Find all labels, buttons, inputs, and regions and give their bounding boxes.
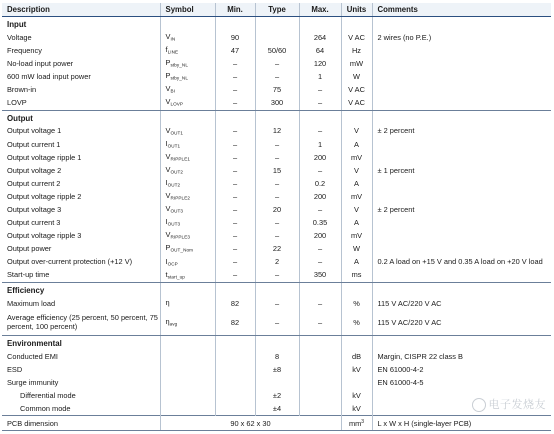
type-cell: 12 xyxy=(255,125,299,138)
units-cell: V AC xyxy=(341,83,372,96)
description-cell: Output over-current protection (+12 V) xyxy=(7,257,133,267)
symbol-subscript: OUT2 xyxy=(170,169,184,175)
min-cell: – xyxy=(215,125,255,138)
type-cell: ±4 xyxy=(255,402,299,416)
symbol-subscript: LINE xyxy=(167,49,179,55)
type-cell: – xyxy=(255,229,299,242)
table-row-oc2 xyxy=(2,177,551,190)
description-cell: No-load input power xyxy=(7,59,74,69)
description-cell: 600 mW load input power xyxy=(7,72,91,82)
units-cell: % xyxy=(341,297,372,310)
symbol-base: P xyxy=(165,58,171,68)
description-cell: Maximum load xyxy=(7,298,56,308)
units-cell: mV xyxy=(341,229,372,242)
max-cell: – xyxy=(299,310,341,336)
empty-cell xyxy=(215,335,255,350)
units-cell: mW xyxy=(341,57,372,70)
table-row-ocp xyxy=(2,256,551,269)
min-cell: 82 xyxy=(215,310,255,336)
units-cell xyxy=(341,376,372,389)
symbol-base: V xyxy=(165,191,171,201)
section-row-environmental xyxy=(2,335,551,350)
table-row-ov2 xyxy=(2,164,551,177)
table-row-ov3 xyxy=(2,203,551,216)
type-cell: – xyxy=(255,57,299,70)
description-cell: Output current 1 xyxy=(7,139,61,149)
empty-cell xyxy=(255,110,299,125)
table-row-opower xyxy=(2,242,551,255)
empty-cell xyxy=(160,17,215,32)
description-cell: Output voltage ripple 3 xyxy=(7,231,82,241)
table-row-frequency xyxy=(2,44,551,57)
table-row-commonmode xyxy=(2,402,551,416)
symbol-base: I xyxy=(165,177,168,187)
header-units: Units xyxy=(341,3,372,17)
symbol-cell xyxy=(160,96,215,110)
units-cell: ms xyxy=(341,269,372,283)
min-cell: – xyxy=(215,96,255,110)
table-row-voltage xyxy=(2,31,551,44)
min-cell: 47 xyxy=(215,44,255,57)
description-cell: Output voltage 1 xyxy=(7,126,62,136)
empty-cell xyxy=(372,17,551,32)
symbol-subscript: OUT1 xyxy=(167,143,181,149)
units-cell: V AC xyxy=(341,31,372,44)
symbol-subscript: RIPPLE3 xyxy=(170,234,191,240)
table-row-surge xyxy=(2,376,551,389)
symbol-subscript: RIPPLE1 xyxy=(170,156,191,162)
comments-cell xyxy=(372,96,551,110)
min-cell: – xyxy=(215,190,255,203)
symbol-cell xyxy=(160,229,215,242)
type-cell: 22 xyxy=(255,242,299,255)
type-cell: 15 xyxy=(255,164,299,177)
units-cell: A xyxy=(341,138,372,151)
comments-cell xyxy=(372,57,551,70)
max-cell: 200 xyxy=(299,229,341,242)
empty-cell xyxy=(341,282,372,297)
max-cell xyxy=(299,402,341,416)
symbol-cell xyxy=(160,83,215,96)
section-title: Input xyxy=(7,20,27,30)
specification-table xyxy=(2,3,551,431)
section-row-output xyxy=(2,110,551,125)
comments-cell: L x W x H (single-layer PCB) xyxy=(372,416,551,431)
type-cell: 50/60 xyxy=(255,44,299,57)
symbol-cell xyxy=(160,389,215,402)
min-cell: – xyxy=(215,242,255,255)
min-cell xyxy=(215,363,255,376)
description-cell: ESD xyxy=(7,364,23,374)
table-row-ov1 xyxy=(2,125,551,138)
comments-cell xyxy=(372,177,551,190)
description-cell: Output voltage 2 xyxy=(7,165,62,175)
units-cell: mV xyxy=(341,151,372,164)
symbol-cell xyxy=(160,310,215,336)
max-cell: 0.2 xyxy=(299,177,341,190)
empty-cell xyxy=(299,17,341,32)
units-cell: W xyxy=(341,242,372,255)
description-cell: Output power xyxy=(7,244,52,254)
description-cell: Common mode xyxy=(20,404,71,413)
symbol-subscript: OCP xyxy=(167,261,178,266)
empty-cell xyxy=(341,17,372,32)
max-cell: – xyxy=(299,83,341,96)
max-cell: – xyxy=(299,256,341,269)
description-cell: Differential mode xyxy=(20,390,76,400)
units-cell: Hz xyxy=(341,44,372,57)
empty-cell xyxy=(372,282,551,297)
symbol-cell xyxy=(160,216,215,229)
table-row-ovr2 xyxy=(2,190,551,203)
table-row-brownin xyxy=(2,83,551,96)
comments-cell: 0.2 A load on +15 V and 0.35 A load on +20 V load xyxy=(372,256,551,269)
type-cell: – xyxy=(255,216,299,229)
units-cell: mV xyxy=(341,190,372,203)
empty-cell xyxy=(160,110,215,125)
table-row-avgeff xyxy=(2,310,551,336)
symbol-cell xyxy=(160,125,215,138)
symbol-subscript: OUT_Nom xyxy=(170,247,194,253)
empty-cell xyxy=(299,110,341,125)
type-cell: – xyxy=(255,310,299,336)
units-cell: % xyxy=(341,310,372,336)
empty-cell xyxy=(372,335,551,350)
header-row xyxy=(2,3,551,17)
type-cell: – xyxy=(255,177,299,190)
comments-cell xyxy=(372,70,551,83)
symbol-base: η xyxy=(165,316,170,326)
header-min: Min. xyxy=(215,3,255,17)
symbol-cell xyxy=(160,70,215,83)
description-cell: Conducted EMI xyxy=(7,351,58,361)
symbol-cell xyxy=(160,57,215,70)
symbol-base: P xyxy=(165,71,171,81)
min-cell: 82 xyxy=(215,297,255,310)
symbol-cell xyxy=(160,242,215,255)
comments-cell: 2 wires (no P.E.) xyxy=(372,31,551,44)
table-row-oc1 xyxy=(2,138,551,151)
comments-cell xyxy=(372,216,551,229)
empty-cell xyxy=(255,335,299,350)
description-cell: LOVP xyxy=(2,96,160,110)
header-symbol: Symbol xyxy=(160,3,215,17)
table-row-startup xyxy=(2,269,551,283)
type-cell: 2 xyxy=(255,256,299,269)
min-cell xyxy=(215,350,255,363)
table-row-emi xyxy=(2,350,551,363)
watermark-circle-icon xyxy=(472,398,486,412)
units-cell: kV xyxy=(341,402,372,416)
comments-cell xyxy=(372,83,551,96)
max-cell xyxy=(299,389,341,402)
comments-cell: EN 61000-4-2 xyxy=(372,363,551,376)
units-cell: A xyxy=(341,177,372,190)
table-row-maxload xyxy=(2,297,551,310)
units-cell: A xyxy=(341,256,372,269)
max-cell: 64 xyxy=(299,44,341,57)
max-cell: – xyxy=(299,96,341,110)
header-max: Max. xyxy=(299,3,341,17)
description-cell: Output voltage ripple 1 xyxy=(7,152,82,162)
symbol-subscript: IN xyxy=(170,36,176,42)
type-cell: 20 xyxy=(255,203,299,216)
table-row-load600 xyxy=(2,70,551,83)
symbol-base: I xyxy=(165,217,168,227)
empty-cell xyxy=(341,110,372,125)
max-cell: 200 xyxy=(299,190,341,203)
comments-cell xyxy=(372,242,551,255)
description-cell: Voltage xyxy=(7,32,32,42)
empty-cell xyxy=(255,282,299,297)
min-cell: – xyxy=(215,256,255,269)
symbol-cell xyxy=(160,31,215,44)
max-cell: 120 xyxy=(299,57,341,70)
symbol-subscript: OUT3 xyxy=(167,221,181,227)
description-cell: Frequency xyxy=(7,45,42,55)
symbol-cell xyxy=(160,177,215,190)
comments-cell xyxy=(372,269,551,283)
symbol-base: P xyxy=(165,243,171,253)
symbol-cell xyxy=(160,138,215,151)
units-cell: dB xyxy=(341,350,372,363)
max-cell: 0.35 xyxy=(299,216,341,229)
comments-cell: Margin, CISPR 22 class B xyxy=(372,350,551,363)
empty-cell xyxy=(160,335,215,350)
units-cell: W xyxy=(341,70,372,83)
symbol-base: t xyxy=(165,269,168,279)
max-cell: 350 xyxy=(299,269,341,283)
table-row-oc3 xyxy=(2,216,551,229)
table-row-ovr1 xyxy=(2,151,551,164)
header-type: Type xyxy=(255,3,299,17)
type-cell: ±2 xyxy=(255,389,299,402)
min-cell: – xyxy=(215,229,255,242)
symbol-base: V xyxy=(165,230,171,240)
description-cell: Start-up time xyxy=(2,269,160,283)
min-cell: – xyxy=(215,151,255,164)
header-comments: Comments xyxy=(372,3,551,17)
section-title: Output xyxy=(7,113,33,123)
type-cell: 300 xyxy=(255,96,299,110)
symbol-cell xyxy=(160,376,215,389)
symbol-base: V xyxy=(165,97,171,107)
symbol-subscript: OUT3 xyxy=(170,208,184,214)
max-cell xyxy=(299,363,341,376)
type-cell: 75 xyxy=(255,83,299,96)
symbol-cell xyxy=(160,164,215,177)
units-cell: V xyxy=(341,203,372,216)
max-cell xyxy=(299,376,341,389)
symbol-base: V xyxy=(165,32,171,41)
symbol-base: V xyxy=(165,164,171,174)
units-cell xyxy=(341,416,372,431)
description-cell: Average efficiency (25 percent, 50 percent, 75 percent, 100 percent) xyxy=(2,310,160,336)
symbol-base: V xyxy=(165,151,171,161)
symbol-base: V xyxy=(165,84,171,94)
description-cell: Surge immunity xyxy=(7,377,59,387)
type-cell: – xyxy=(255,269,299,283)
units-base: mm xyxy=(348,418,362,428)
symbol-cell xyxy=(160,256,215,269)
comments-cell: 115 V AC/220 V AC xyxy=(372,310,551,336)
empty-cell xyxy=(299,335,341,350)
type-cell: – xyxy=(255,151,299,164)
empty-cell xyxy=(215,282,255,297)
min-cell: – xyxy=(215,269,255,283)
description-cell: Output voltage 3 xyxy=(7,204,62,214)
empty-cell xyxy=(341,335,372,350)
symbol-base: I xyxy=(165,256,168,266)
max-cell: 1 xyxy=(299,138,341,151)
header-description: Description xyxy=(2,3,160,17)
symbol-subscript: avg xyxy=(169,321,178,327)
symbol-subscript: RIPPLE2 xyxy=(170,195,191,201)
comments-cell xyxy=(372,151,551,164)
max-cell: 1 xyxy=(299,70,341,83)
table-row-diffmode xyxy=(2,389,551,402)
units-cell: V xyxy=(341,125,372,138)
max-cell: – xyxy=(299,164,341,177)
symbol-base: I xyxy=(165,138,168,148)
min-cell: – xyxy=(215,177,255,190)
max-cell xyxy=(299,350,341,363)
empty-cell xyxy=(215,17,255,32)
symbol-cell xyxy=(160,363,215,376)
min-cell: – xyxy=(215,83,255,96)
type-cell: – xyxy=(255,190,299,203)
comments-cell: EN 61000-4-5 xyxy=(372,376,551,389)
symbol-subscript: BI xyxy=(170,88,175,94)
watermark-text: 电子发烧友 xyxy=(488,398,546,411)
min-cell xyxy=(215,376,255,389)
type-cell xyxy=(255,31,299,44)
max-cell: – xyxy=(299,125,341,138)
comments-cell xyxy=(372,44,551,57)
units-superscript: 3 xyxy=(361,418,365,425)
empty-cell xyxy=(372,110,551,125)
type-cell: – xyxy=(255,297,299,310)
pcb-dimension-value: 90 x 62 x 30 xyxy=(160,416,341,431)
type-cell: – xyxy=(255,70,299,83)
description-cell: Output current 2 xyxy=(7,178,61,188)
symbol-cell xyxy=(160,269,215,283)
max-cell: – xyxy=(299,297,341,310)
table-row-noload xyxy=(2,57,551,70)
symbol-cell xyxy=(160,402,215,416)
symbol-base: V xyxy=(165,125,171,135)
symbol-cell xyxy=(160,350,215,363)
table-row-pcb xyxy=(2,416,551,431)
type-cell: ±8 xyxy=(255,363,299,376)
table-row-lovp xyxy=(2,96,551,110)
min-cell: 90 xyxy=(215,31,255,44)
description-cell: Brown-in xyxy=(7,85,37,95)
symbol-base: η xyxy=(165,297,170,307)
empty-cell xyxy=(215,110,255,125)
symbol-subscript: OUT1 xyxy=(170,130,184,136)
empty-cell xyxy=(299,282,341,297)
description-cell: Output voltage ripple 2 xyxy=(7,191,82,201)
symbol-cell xyxy=(160,203,215,216)
units-cell: V xyxy=(341,164,372,177)
symbol-subscript: start_up xyxy=(167,274,185,280)
min-cell: – xyxy=(215,216,255,229)
description-cell: Output current 3 xyxy=(7,218,61,228)
symbol-cell xyxy=(160,297,215,310)
comments-cell: ± 2 percent xyxy=(372,125,551,138)
empty-cell xyxy=(160,282,215,297)
section-title: Efficiency xyxy=(7,285,45,295)
description-cell: PCB dimension xyxy=(2,416,160,431)
section-row-efficiency xyxy=(2,282,551,297)
max-cell: – xyxy=(299,242,341,255)
min-cell xyxy=(215,389,255,402)
section-title: Environmental xyxy=(7,338,62,348)
comments-cell: 115 V AC/220 V AC xyxy=(372,297,551,310)
max-cell: 264 xyxy=(299,31,341,44)
section-row-input xyxy=(2,17,551,32)
units-cell: V AC xyxy=(341,96,372,110)
type-cell xyxy=(255,376,299,389)
symbol-base: f xyxy=(165,45,168,55)
table-row-ovr3 xyxy=(2,229,551,242)
watermark-logo xyxy=(472,396,547,412)
symbol-subscript: stby_NL xyxy=(170,62,188,68)
units-cell: kV xyxy=(341,389,372,402)
units-cell: A xyxy=(341,216,372,229)
units-cell: kV xyxy=(341,363,372,376)
symbol-subscript: OUT2 xyxy=(167,182,181,188)
table-row-esd xyxy=(2,363,551,376)
comments-cell xyxy=(372,138,551,151)
symbol-base: V xyxy=(165,204,171,214)
min-cell: – xyxy=(215,70,255,83)
max-cell: – xyxy=(299,203,341,216)
symbol-subscript: LOVP xyxy=(170,101,184,107)
min-cell: – xyxy=(215,203,255,216)
symbol-cell xyxy=(160,151,215,164)
min-cell: – xyxy=(215,57,255,70)
comments-cell: ± 1 percent xyxy=(372,164,551,177)
type-cell: – xyxy=(255,138,299,151)
min-cell: – xyxy=(215,164,255,177)
comments-cell xyxy=(372,229,551,242)
min-cell: – xyxy=(215,138,255,151)
min-cell xyxy=(215,402,255,416)
symbol-cell xyxy=(160,190,215,203)
comments-cell: ± 2 percent xyxy=(372,203,551,216)
symbol-subscript: stby_NL xyxy=(170,75,188,81)
comments-cell xyxy=(372,190,551,203)
max-cell: 200 xyxy=(299,151,341,164)
type-cell: 8 xyxy=(255,350,299,363)
symbol-cell xyxy=(160,44,215,57)
empty-cell xyxy=(255,17,299,32)
